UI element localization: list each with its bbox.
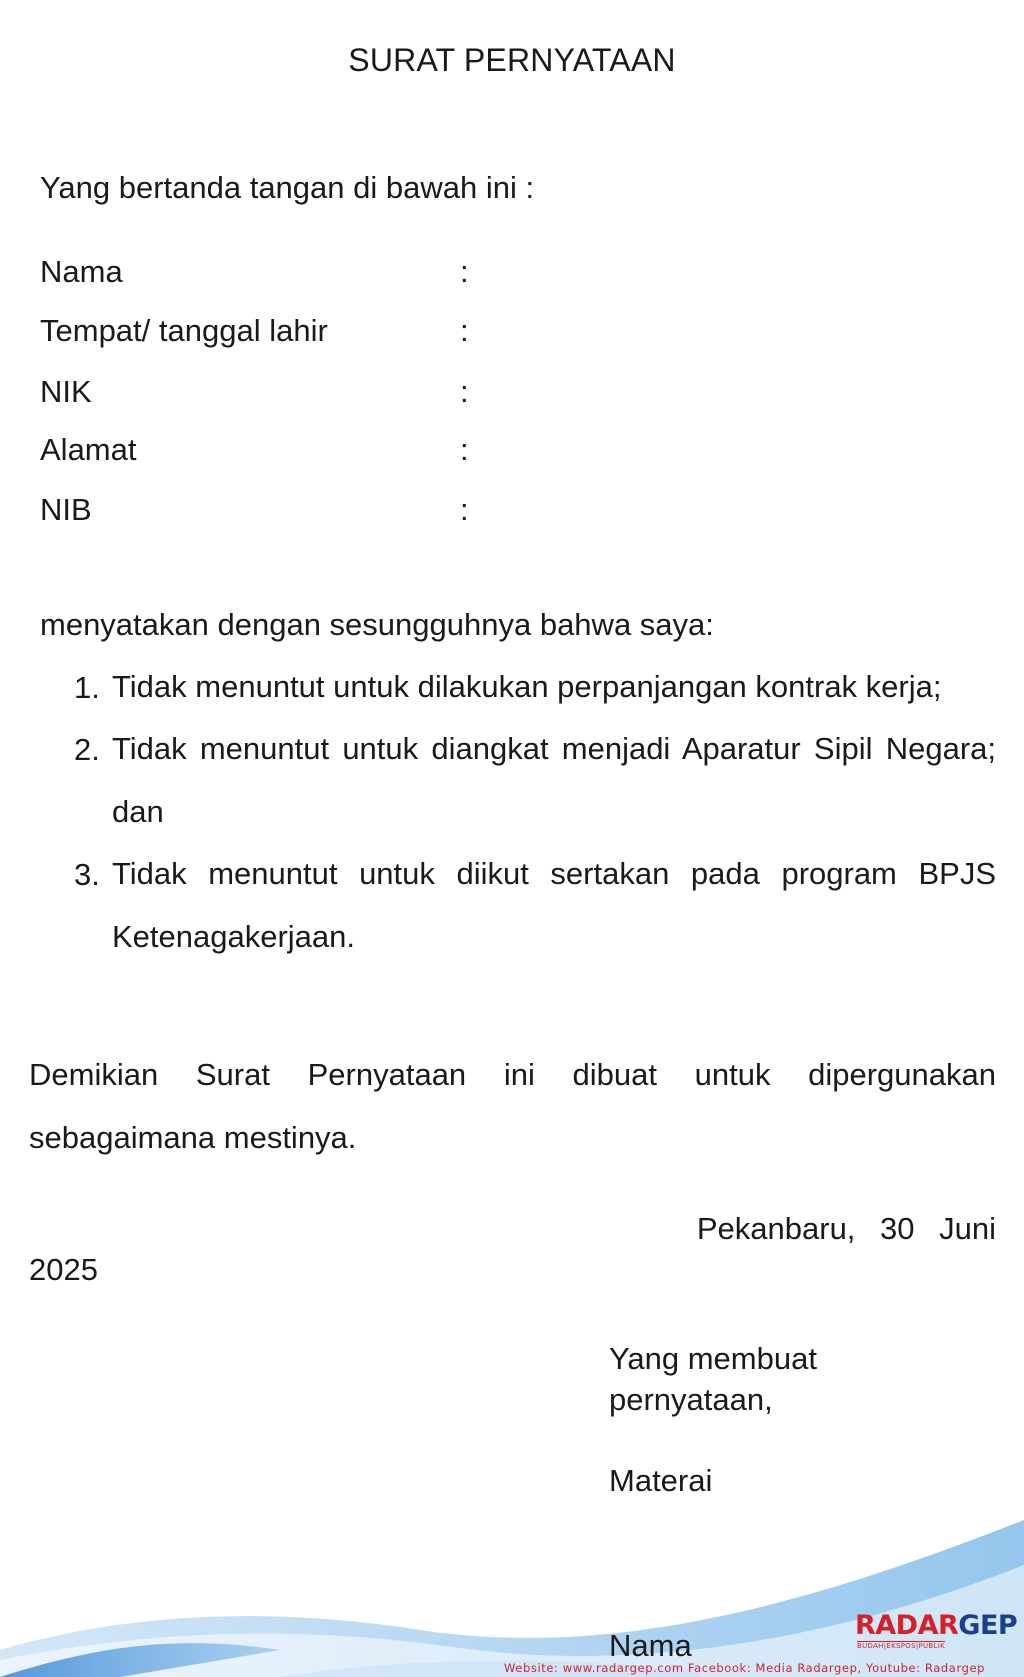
date-year: 2025 (29, 1252, 98, 1287)
list-item-number: 1. (74, 670, 100, 705)
signature-caption (609, 1338, 817, 1420)
closing-paragraph: Demikian Surat Pernyataan ini dibuat untuk dipergunakan sebagaimana mestinya. (29, 1057, 996, 1155)
list-item-number: 3. (74, 857, 100, 892)
radargep-logo (855, 1610, 1018, 1654)
field-label-nama: Nama (40, 254, 123, 289)
field-colon: : (460, 432, 469, 467)
field-colon: : (460, 492, 469, 527)
document-title: SURAT PERNYATAAN (348, 42, 676, 78)
field-label-alamat: Alamat (40, 432, 137, 467)
signature-caption-line2: pernyataan, (609, 1382, 773, 1417)
field-colon: : (460, 374, 469, 409)
place-date: Pekanbaru, 30 Juni (696, 1211, 996, 1246)
watermark-footer: Website: www.radargep.com Facebook: Media Radargep, Youtube: Radargep (504, 1661, 986, 1675)
list-item-text: Tidak menuntut untuk diikut sertakan pada program BPJS Ketenagakerjaan. (112, 856, 996, 954)
logo-text-blue: GEP (958, 1610, 1018, 1641)
logo-text-red: RADAR (855, 1610, 959, 1641)
field-label-nik: NIK (40, 374, 92, 409)
list-item-text: Tidak menuntut untuk dilakukan perpanjangan kontrak kerja; (112, 669, 942, 704)
list-item-number: 2. (74, 732, 100, 767)
materai-placeholder: Materai (609, 1463, 713, 1498)
field-label-tempat-tanggal-lahir: Tempat/ tanggal lahir (40, 313, 328, 348)
field-label-nib: NIB (40, 492, 92, 527)
intro-text: Yang bertanda tangan di bawah ini : (40, 170, 535, 205)
statement-text: menyatakan dengan sesungguhnya bahwa saya: (40, 607, 714, 642)
field-colon: : (460, 313, 469, 348)
signer-name: Nama (609, 1628, 692, 1663)
logo-tagline: BUDAH|EKSPOS|PUBLIK (857, 1642, 945, 1650)
logo-wordmark (855, 1610, 1017, 1641)
signature-caption-line1: Yang membuat (609, 1341, 817, 1376)
list-item-text: Tidak menuntut untuk diangkat menjadi Aparatur Sipil Negara; dan (112, 731, 996, 829)
field-colon: : (460, 254, 469, 289)
